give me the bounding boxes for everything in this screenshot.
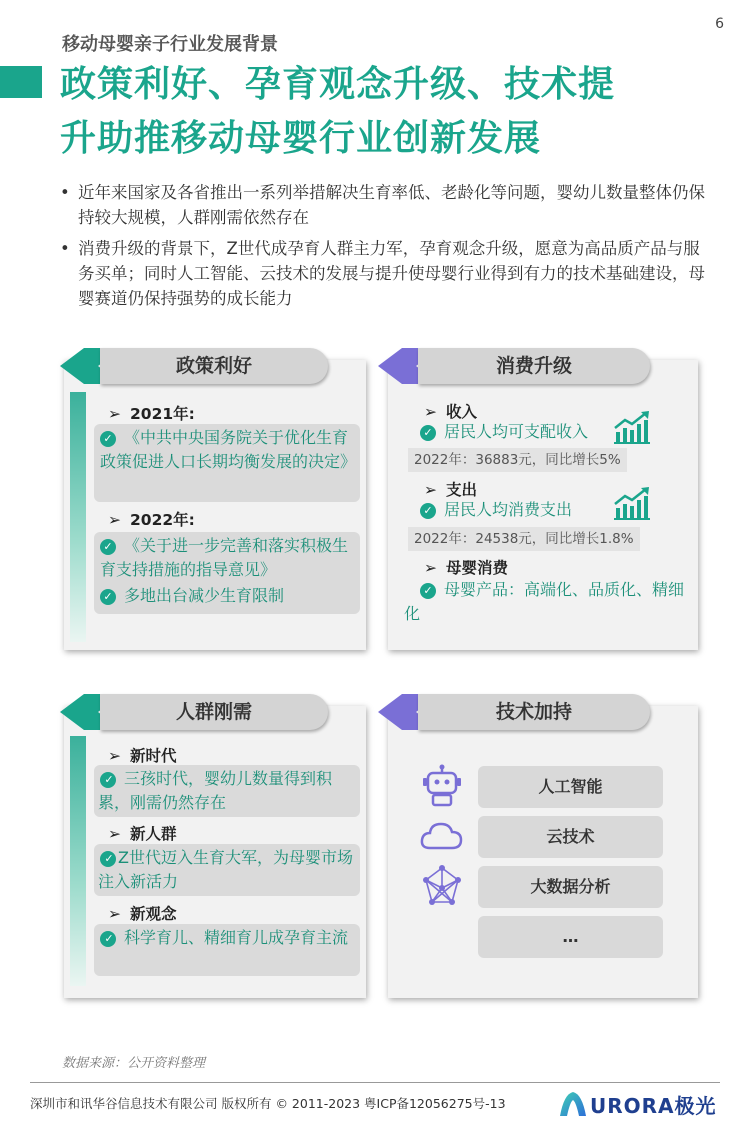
check-icon: ✓ [100, 931, 116, 947]
income-item: ✓ 居民人均可支配收入 [420, 420, 588, 444]
logo-text: URORA极光 [590, 1093, 717, 1118]
growth-chart-icon [612, 486, 652, 522]
check-icon: ✓ [100, 539, 116, 555]
demand-s3-item: ✓ 科学育儿、精细育儿成孕育主流 [98, 926, 360, 950]
page-subtitle: 移动母婴亲子行业发展背景 [62, 34, 278, 55]
tech-heading: 技术加持 [418, 694, 650, 730]
demand-heading: 人群刚需 [100, 694, 328, 730]
demand-s3-label: ➢ 新观念 [108, 905, 177, 923]
check-icon: ✓ [100, 851, 116, 867]
check-icon: ✓ [420, 583, 436, 599]
bullet-item: • 近年来国家及各省推出一系列举措解决生育率低、老龄化等问题，婴幼儿数量整体仍保持较大规模，人群刚需依然存在 [60, 180, 705, 230]
spend-item: ✓ 居民人均消费支出 [420, 498, 572, 522]
cloud-icon [418, 818, 464, 854]
baby-label: ➢ 母婴消费 [424, 559, 509, 577]
income-stat: 2022年：36883元，同比增长5% [408, 448, 627, 472]
aurora-logo-icon [558, 1090, 588, 1118]
year-label: 2022年: [130, 511, 195, 529]
demand-strip [70, 736, 86, 986]
tech-item-more: … [478, 916, 663, 958]
data-source: 数据来源：公开资料整理 [62, 1056, 206, 1071]
demand-s2-label: ➢ 新人群 [108, 825, 177, 843]
policy-doc-2: ✓ 《关于进一步完善和落实积极生育支持措施的指导意见》 [100, 536, 349, 579]
page-number: 6 [715, 16, 724, 32]
intro-bullets [60, 180, 705, 317]
tech-item-cloud: 云技术 [478, 816, 663, 858]
year-label: 2021年: [130, 405, 195, 423]
aurora-logo [558, 1088, 717, 1120]
policy-doc-3: ✓ 多地出台减少生育限制 [100, 584, 360, 608]
policy-doc-1: ✓ 《中共中央国务院关于优化生育政策促进人口长期均衡发展的决定》 [100, 428, 357, 471]
check-icon: ✓ [420, 503, 436, 519]
policy-strip [70, 392, 86, 642]
consumption-heading: 消费升级 [418, 348, 650, 384]
growth-chart-icon [612, 410, 652, 446]
spend-label: ➢ 支出 [424, 481, 478, 499]
footer-copyright: 深圳市和讯华谷信息技术有限公司 版权所有 © 2011-2023 粤ICP备12056275号-13 [30, 1096, 506, 1111]
spend-stat: 2022年：24538元，同比增长1.8% [408, 527, 640, 551]
policy-heading: 政策利好 [100, 348, 328, 384]
policy-year-2021: ➢ 2021年: [108, 405, 195, 423]
page-title [60, 58, 740, 166]
income-label: ➢ 收入 [424, 403, 478, 421]
network-icon [420, 864, 464, 908]
title-line-2: 升助推移动母婴行业创新发展 [60, 118, 542, 159]
title-accent-bar [0, 66, 42, 98]
check-icon: ✓ [100, 772, 116, 788]
baby-item: ✓ 母婴产品：高端化、品质化、精细化 [404, 580, 685, 623]
check-icon: ✓ [420, 425, 436, 441]
check-icon: ✓ [100, 431, 116, 447]
title-line-1: 政策利好、孕育观念升级、技术提 [60, 64, 616, 105]
demand-s1-item: ✓ 三孩时代，婴幼儿数量得到积累，刚需仍然存在 [98, 769, 333, 812]
policy-year-2022: ➢ 2022年: [108, 511, 195, 529]
tech-item-ai: 人工智能 [478, 766, 663, 808]
check-icon: ✓ [100, 589, 116, 605]
footer-divider [30, 1082, 720, 1083]
demand-s2-item: ✓ Z世代迈入生育大军，为母婴市场注入新活力 [98, 848, 353, 891]
robot-icon [420, 764, 464, 808]
bullet-item: • 消费升级的背景下，Z世代成孕育人群主力军，孕育观念升级，愿意为高品质产品与服务买单；同时人工智能、云技术的发展与提升使母婴行业得到有力的技术基础建设，母婴赛道仍保持强势的成长能力 [60, 236, 705, 311]
tech-item-bigdata: 大数据分析 [478, 866, 663, 908]
demand-s1-label: ➢ 新时代 [108, 747, 177, 765]
